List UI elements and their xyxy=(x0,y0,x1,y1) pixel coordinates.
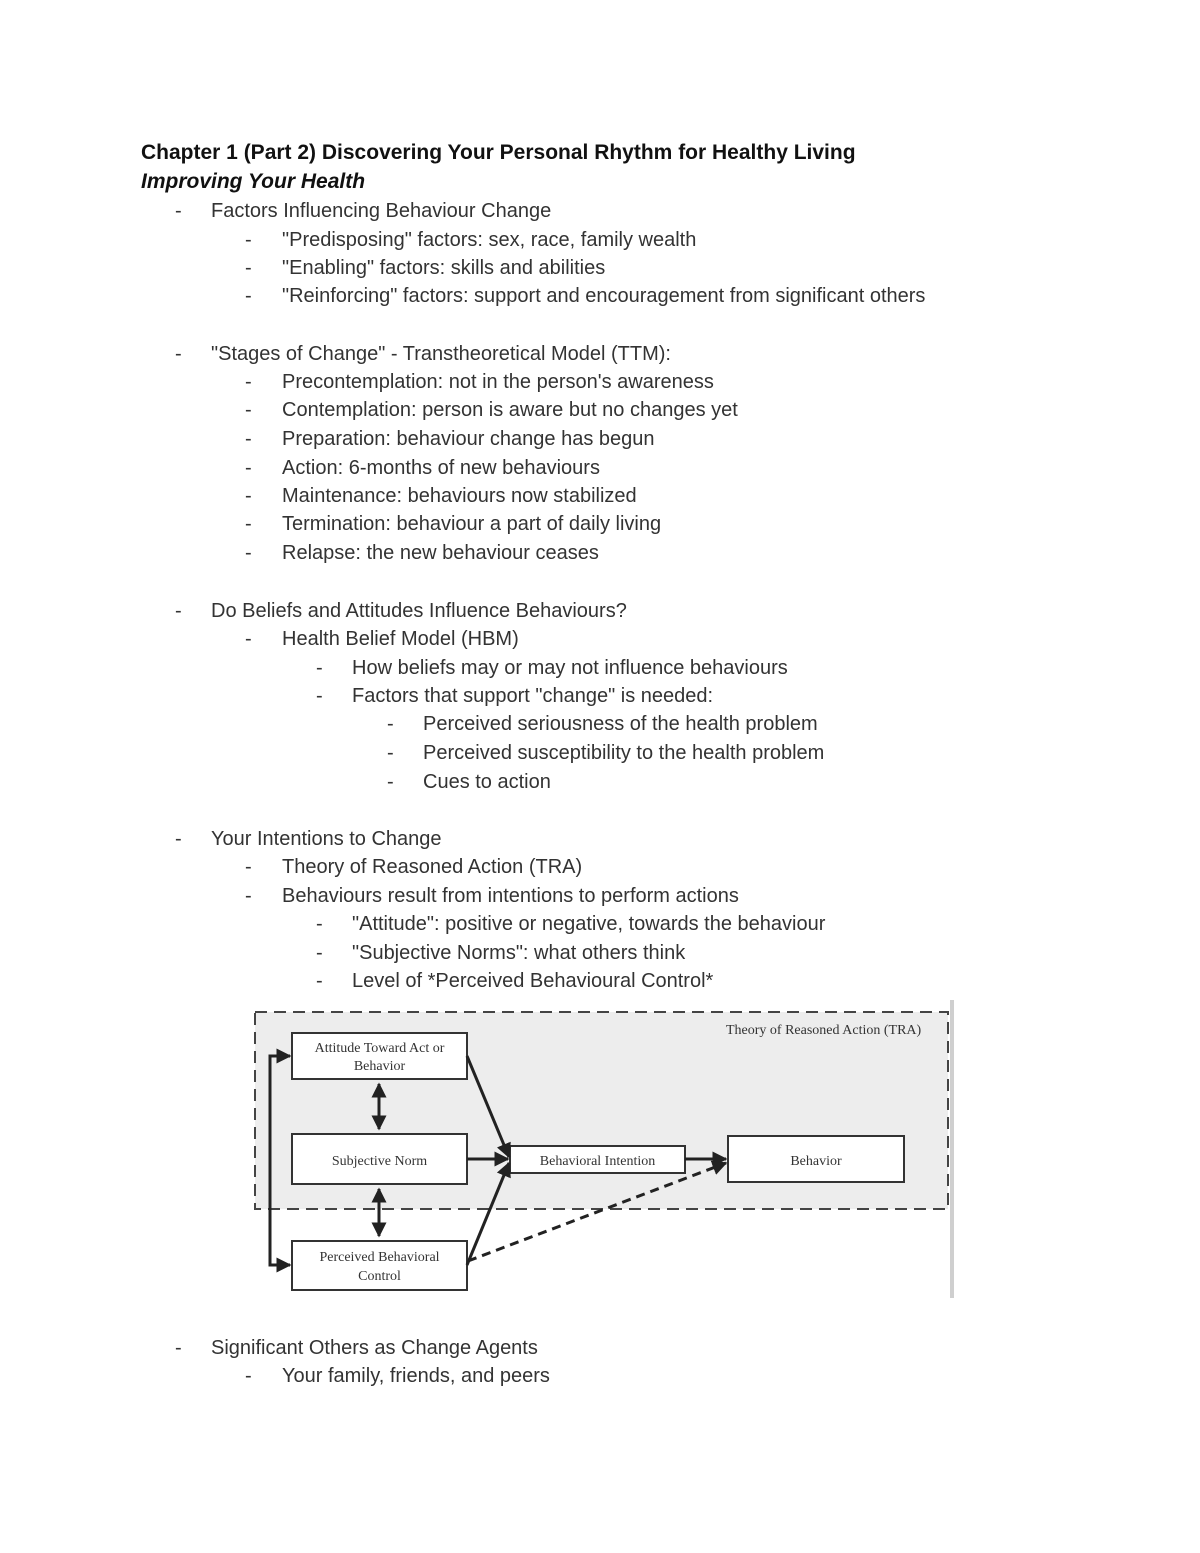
bullet-dash: - xyxy=(245,856,252,878)
bullet-dash: - xyxy=(245,885,252,907)
list-item: Precontemplation: not in the person's awareness xyxy=(282,371,714,393)
bullet-dash: - xyxy=(387,742,394,764)
perceived-control-label: Perceived Behavioral xyxy=(319,1250,440,1265)
bullet-dash: - xyxy=(316,657,323,679)
bullet-dash: - xyxy=(245,285,252,307)
list-item: Contemplation: person is aware but no changes yet xyxy=(282,399,738,421)
bullet-dash: - xyxy=(245,428,252,450)
intentions-heading: Your Intentions to Change xyxy=(211,828,442,850)
bullet-dash: - xyxy=(175,600,182,622)
others-heading: Significant Others as Change Agents xyxy=(211,1337,538,1359)
list-item: Perceived seriousness of the health problem xyxy=(423,713,818,735)
list-item: Your family, friends, and peers xyxy=(282,1365,550,1387)
list-item: "Reinforcing" factors: support and encouragement from significant others xyxy=(282,285,926,307)
bullet-dash: - xyxy=(175,343,182,365)
bullet-dash: - xyxy=(245,257,252,279)
bullet-dash: - xyxy=(316,685,323,707)
list-item: Factors that support "change" is needed: xyxy=(352,685,714,707)
list-item: Action: 6-months of new behaviours xyxy=(282,457,600,479)
bullet-dash: - xyxy=(175,200,182,222)
list-item: Behaviours result from intentions to perform actions xyxy=(282,885,739,907)
list-item: Cues to action xyxy=(423,771,551,793)
list-item: Level of *Perceived Behavioural Control* xyxy=(352,970,714,992)
bullet-dash: - xyxy=(316,913,323,935)
bullet-dash: - xyxy=(245,229,252,251)
list-item: "Subjective Norms": what others think xyxy=(352,942,686,964)
bullet-dash: - xyxy=(245,542,252,564)
list-item: Termination: behaviour a part of daily living xyxy=(282,513,662,535)
bullet-dash: - xyxy=(175,828,182,850)
beliefs-heading: Do Beliefs and Attitudes Influence Behaviours? xyxy=(211,600,627,622)
bullet-dash: - xyxy=(245,1365,252,1387)
behavior-label: Behavior xyxy=(790,1154,842,1169)
bullet-dash: - xyxy=(245,628,252,650)
bullet-dash: - xyxy=(245,513,252,535)
diagram-label: Theory of Reasoned Action (TRA) xyxy=(726,1023,922,1038)
chapter-title: Chapter 1 (Part 2) Discovering Your Personal Rhythm for Healthy Living xyxy=(141,141,856,164)
bullet-dash: - xyxy=(245,399,252,421)
list-item: Health Belief Model (HBM) xyxy=(282,628,519,650)
bullet-dash: - xyxy=(245,485,252,507)
tra-diagram-svg xyxy=(250,998,958,1300)
list-item: "Attitude": positive or negative, towards the behaviour xyxy=(352,913,826,935)
list-item: Perceived susceptibility to the health problem xyxy=(423,742,825,764)
list-item: "Enabling" factors: skills and abilities xyxy=(282,257,606,279)
attitude-label: Behavior xyxy=(353,1059,406,1074)
list-item: Maintenance: behaviours now stabilized xyxy=(282,485,637,507)
bullet-dash: - xyxy=(316,942,323,964)
factors-heading: Factors Influencing Behaviour Change xyxy=(211,200,552,222)
bullet-dash: - xyxy=(387,771,394,793)
bullet-dash: - xyxy=(175,1337,182,1359)
list-item: "Predisposing" factors: sex, race, family wealth xyxy=(282,229,697,251)
bullet-dash: - xyxy=(316,970,323,992)
stages-heading: "Stages of Change" - Transtheoretical Model (TTM): xyxy=(211,343,671,365)
bullet-dash: - xyxy=(245,371,252,393)
bullet-dash: - xyxy=(245,457,252,479)
list-item: Preparation: behaviour change has begun xyxy=(282,428,655,450)
attitude-label: Attitude Toward Act or xyxy=(314,1041,445,1056)
list-item: Relapse: the new behaviour ceases xyxy=(282,542,599,564)
tra-diagram xyxy=(250,998,958,1300)
section-subtitle: Improving Your Health xyxy=(141,170,366,193)
perceived-control-label: Control xyxy=(358,1269,401,1284)
subjective-norm-label: Subjective Norm xyxy=(331,1154,428,1169)
list-item: How beliefs may or may not influence behaviours xyxy=(352,657,788,679)
bullet-dash: - xyxy=(387,713,394,735)
behavioral-intention-label: Behavioral Intention xyxy=(539,1154,656,1169)
list-item: Theory of Reasoned Action (TRA) xyxy=(282,856,583,878)
